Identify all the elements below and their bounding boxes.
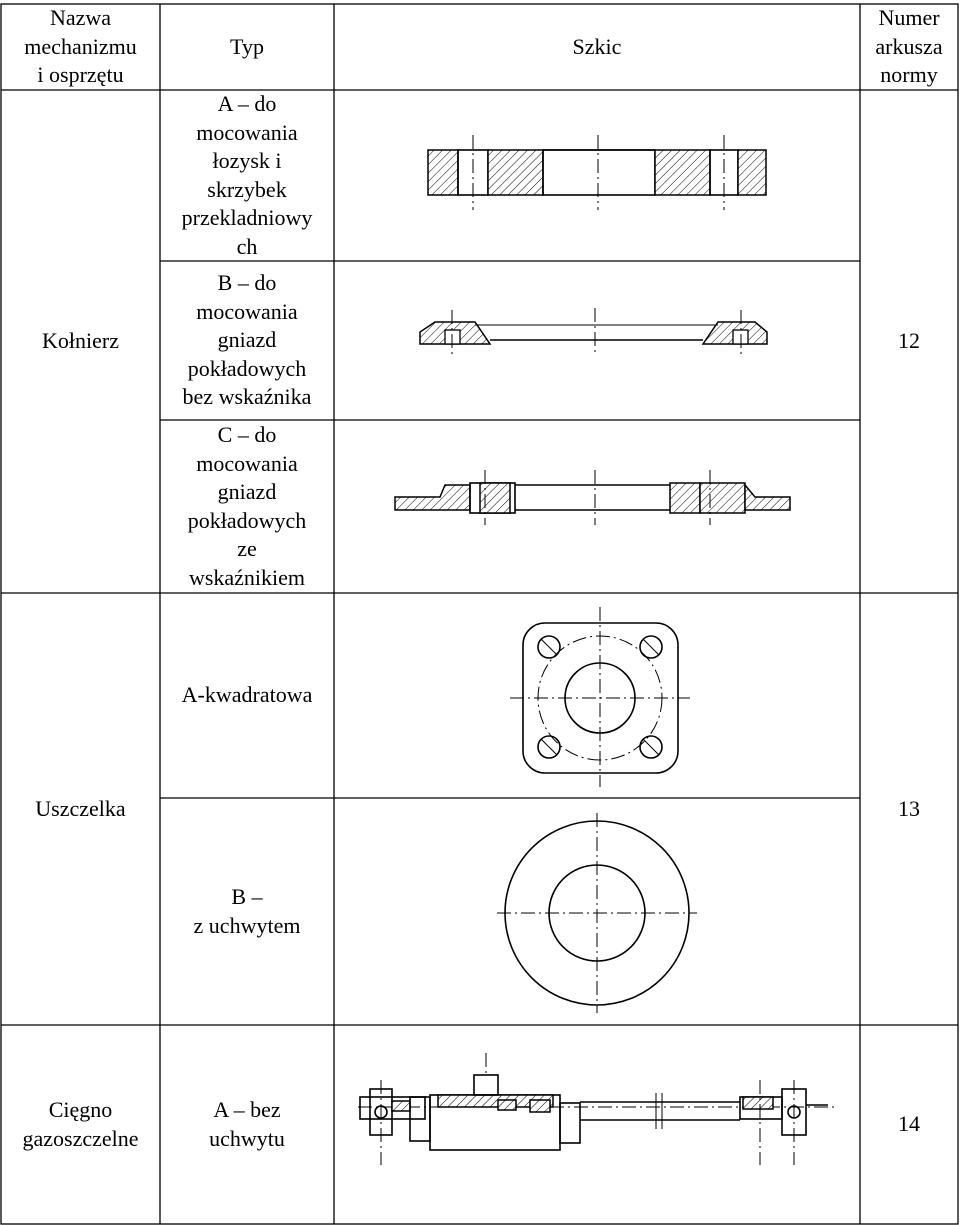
type-ciegno-a: A – bez uchwytu bbox=[209, 1097, 285, 1151]
mechanism-name-uszczelka: Uszczelka bbox=[35, 795, 126, 821]
flange-b-sketch bbox=[415, 300, 795, 360]
sheet-number-ciegno: 14 bbox=[898, 1111, 920, 1137]
type-kolnierz-a: A – do mocowania łozysk i skrzybek przekladniowy ch bbox=[181, 91, 313, 259]
header-type: Typ bbox=[230, 33, 264, 59]
mechanism-name-kolnierz: Kołnierz bbox=[42, 328, 119, 354]
type-uszczelka-a: A-kwadratowa bbox=[181, 682, 313, 708]
flange-c-sketch bbox=[390, 465, 800, 535]
sheet-number-kolnierz: 12 bbox=[898, 328, 920, 354]
square-gasket-sketch bbox=[505, 605, 695, 790]
type-kolnierz-b: B – do mocowania gniazd pokładowych bez wskaźnika bbox=[182, 270, 312, 410]
flange-a-sketch bbox=[420, 130, 770, 215]
round-gasket-sketch bbox=[495, 808, 700, 1018]
type-uszczelka-b: B – z uchwytem bbox=[193, 884, 301, 938]
mechanism-name-ciegno: Cięgno gazoszczelne bbox=[22, 1097, 139, 1151]
sheet-number-uszczelka: 13 bbox=[898, 795, 920, 821]
type-kolnierz-c: C – do mocowania gniazd pokładowych ze wskaźnikiem bbox=[187, 422, 307, 590]
rod-sketch bbox=[348, 1045, 843, 1175]
header-sketch: Szkic bbox=[572, 33, 622, 59]
header-mechanism-name: Nazwa mechanizmu i osprzętu bbox=[24, 5, 137, 88]
header-sheet-number: Numer arkusza normy bbox=[875, 5, 943, 88]
